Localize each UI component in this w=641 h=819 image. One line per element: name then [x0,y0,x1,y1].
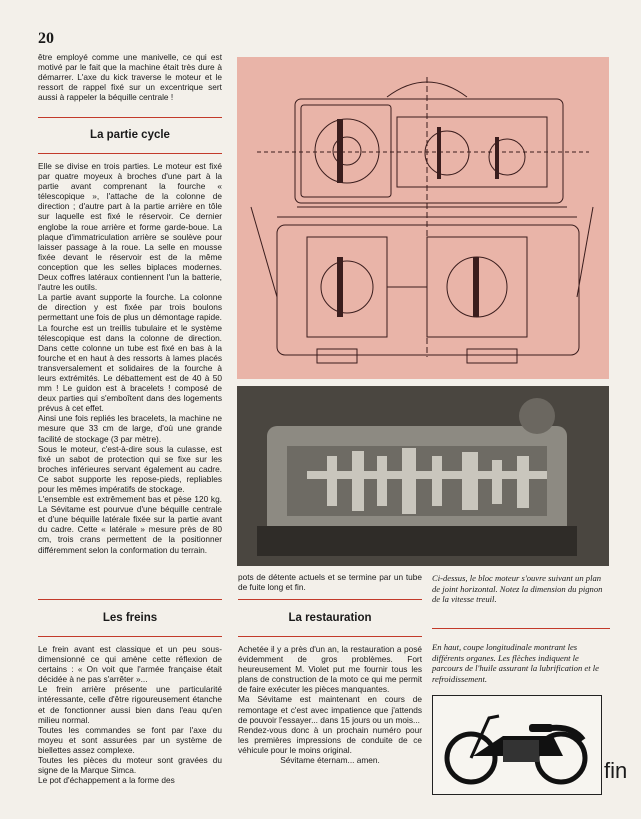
section-heading-restauration: La restauration [288,612,372,624]
paragraph: Ma Sévitame est maintenant en cours de remontage et c'est avec impatience que j'attends de pouvoir l'essayer... dans 15 jours ou un mois... [238,694,422,725]
end-mark: fin [604,758,628,783]
drawing-caption: En haut, coupe longitudinale montrant les différents organes. Les flèches indiquent le parcours de l'huile assurant la lubrification et le refroidissement. [432,642,599,684]
paragraph: Elle se divise en trois parties. Le moteur est fixé par quatre moyeux à broches d'une part à la partie avant comprenant la fourche « télescopique », l'attache de la colonne de direction ; d'autre part à la partie arrière en tôle sur laquelle est fixé le réservoir. Ce dernier englobe la roue arrière et forme garde-boue. La plaque d'immatriculation arrière se soulève pour laisser passage à la roue. La selle en mousse fixée devant le réservoir est de la même conception que les selles biplaces modernes. Deux coffres latéraux contiennent l'un la batterie, l'autre les outils. [38,161,222,293]
section-rule [38,599,222,600]
section-rule [38,636,222,637]
paragraph: Ainsi une fois repliés les bracelets, la machine ne mesure que 33 cm de large, d'où une grande facilité de stockage (3 par mètre). [38,413,222,444]
paragraph: La partie avant supporte la fourche. La colonne de direction y est fixée par trois boulons permettant une fois de plus un démontage rapide. La fourche est un treillis tubulaire et le système télescopique est dans la colonne de direction. Dans cette colonne un tube est fixé en bas à la fourche et en haut à des ressorts à lames placés transversalement et solidaires de la fourche à leurs extrémités. Le débattement est de 40 à 50 mm ! Le guidon est à bracelets ! composé de deux parties qui s'emboîtent dans des logements prévus à cet effet. [38,292,222,414]
paragraph: Toutes les pièces du moteur sont gravées du signe de la Marque Simca. [38,755,222,776]
cross-section-illustration [237,57,609,379]
engine-block-photo [237,386,609,566]
section-rule [238,636,422,637]
section-heading-freins: Les freins [102,612,158,624]
section-rule [38,117,222,118]
paragraph: Rendez-vous donc à un prochain numéro pour les premières impressions de conduite de ce véhicule pour le moins original. [238,724,422,755]
paragraph: Toutes les commandes se font par l'axe du moyeu et sont assurées par un système de biellettes assez complexe. [38,724,222,755]
motorcycle-illustration [432,695,602,795]
paragraph: Le frein arrière présente une particularité intéressante, celle d'être rigoureusement étanche et de fonctionner aussi bien dans l'eau qu'en milieu normal. [38,684,222,725]
motorcycle-drawing [433,696,601,794]
caption-rule [432,628,610,629]
paragraph: L'ensemble est extrêmement bas et pèse 120 kg. La Sévitame est pourvue d'une béquille centrale et d'une béquille latérale fixée sur la partie avant du cadre. Cette « latérale » mesure près de 80 cm, trois crans permettent de la positionner différemment selon la conformation du terrain. [38,494,222,555]
section-rule [38,153,222,154]
intro-text: être employé comme une manivelle, ce qui est motivé par le fait que la machine était très dure à démarrer. L'axe du kick traverse le moteur et le ressort de rappel fixé sur un excentrique sert aussi à rappeler la béquille centrale ! [38,52,222,103]
continuation-text: pots de détente actuels et se termine par un tube de fuite long et fin. [238,572,422,593]
paragraph: Sous le moteur, c'est-à-dire sous la culasse, est fixé un sabot de protection qui se fixe sur les broches inférieures servant également au cadre. Ce sabot supporte les repose-pieds, repliables pour les mêmes impératifs de stockage. [38,443,222,494]
restauration-body [238,644,422,765]
section-rule [238,599,422,600]
section-heading-partie-cycle: La partie cycle [90,129,170,141]
paragraph: Le pot d'échappement a la forme des [38,775,175,786]
engine-cross-section-drawing [237,57,609,379]
photo-caption: Ci-dessus, le bloc moteur s'ouvre suivant un plan de joint horizontal. Notez la dimension du pignon de la vitesse treuil. [432,573,603,604]
signoff: Sévitame éternam... amen. [280,755,380,766]
page-number: 20 [38,30,54,47]
paragraph: Achetée il y a près d'un an, la restauration a posé évidemment de gros problèmes. Fort heureusement M. Violet put me fournir tous les plans de construction de la moto ce qui me permit de faire exécuter les pièces manquantes. [238,644,422,695]
engine-photo-illustration [237,386,609,566]
partie-cycle-body [38,161,222,555]
paragraph: Le frein avant est classique et un peu sous-dimensionné ce qui amène cette réflexion de certains : « On voit que l'armée française était décidée à ne pas s'arrêter »... [38,644,222,685]
freins-body [38,644,222,785]
